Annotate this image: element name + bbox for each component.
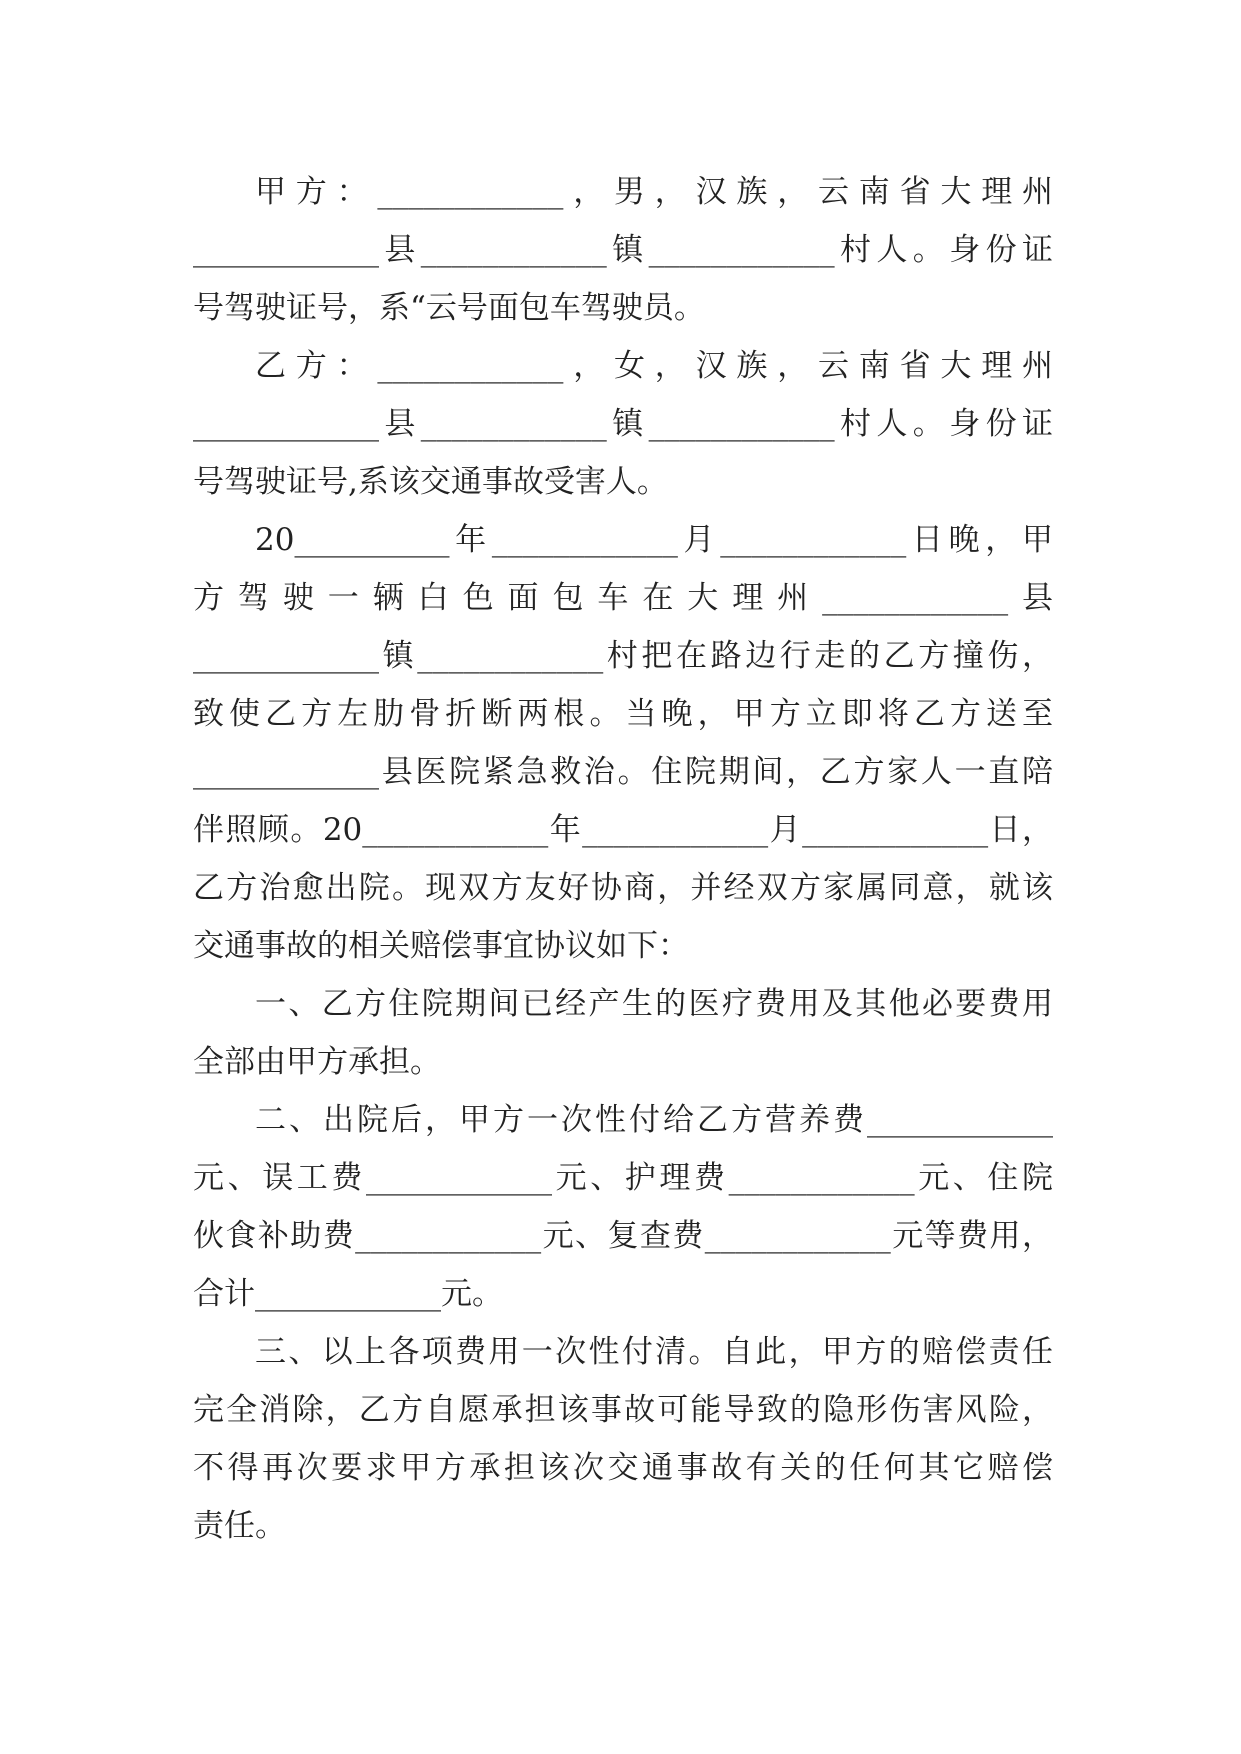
clause-3-line-3: 不得再次要求甲方承担该次交通事故有关的任何其它赔偿	[193, 1450, 1053, 1486]
incident-line-3: ____________镇____________村把在路边行走的乙方撞伤，	[193, 638, 1053, 674]
clause-2-line-2: 元、误工费____________元、护理费____________元、住院	[193, 1160, 1053, 1196]
party-a-line-2: ____________县____________镇____________村人。身份证	[193, 232, 1053, 268]
clause-2-line-4: 合计____________元。	[193, 1276, 503, 1312]
incident-line-8: 交通事故的相关赔偿事宜协议如下：	[193, 928, 689, 964]
party-b-line-2: ____________县____________镇____________村人。身份证	[193, 406, 1053, 442]
party-b-line-1: 乙方：____________，女，汉族，云南省大理州	[255, 348, 1053, 384]
incident-line-6: 伴照顾。20____________年____________月____________日，	[193, 812, 1053, 848]
clause-3-line-2: 完全消除，乙方自愿承担该事故可能导致的隐形伤害风险，	[193, 1392, 1053, 1428]
party-b-line-3: 号驾驶证号,系该交通事故受害人。	[193, 464, 668, 500]
clause-3-line-4: 责任。	[193, 1508, 286, 1544]
party-a-line-1: 甲方：____________，男，汉族，云南省大理州	[255, 174, 1053, 210]
clause-1-line-1: 一、乙方住院期间已经产生的医疗费用及其他必要费用	[255, 986, 1053, 1022]
clause-1-line-2: 全部由甲方承担。	[193, 1044, 441, 1080]
incident-line-5: ____________县医院紧急救治。住院期间，乙方家人一直陪	[193, 754, 1053, 790]
incident-line-4: 致使乙方左肋骨折断两根。当晚，甲方立即将乙方送至	[193, 696, 1053, 732]
incident-line-2: 方驾驶一辆白色面包车在大理州____________县	[193, 580, 1053, 616]
clause-3-line-1: 三、以上各项费用一次性付清。自此，甲方的赔偿责任	[255, 1334, 1053, 1370]
clause-2-line-3: 伙食补助费____________元、复查费____________元等费用，	[193, 1218, 1053, 1254]
incident-line-1: 20__________年____________月____________日晚，甲	[255, 522, 1053, 558]
incident-line-7: 乙方治愈出院。现双方友好协商，并经双方家属同意，就该	[193, 870, 1053, 906]
agreement-body	[193, 163, 1053, 1555]
clause-2-line-1: 二、出院后，甲方一次性付给乙方营养费____________	[255, 1102, 1053, 1138]
party-a-line-3: 号驾驶证号，系“云号面包车驾驶员。	[193, 290, 705, 326]
